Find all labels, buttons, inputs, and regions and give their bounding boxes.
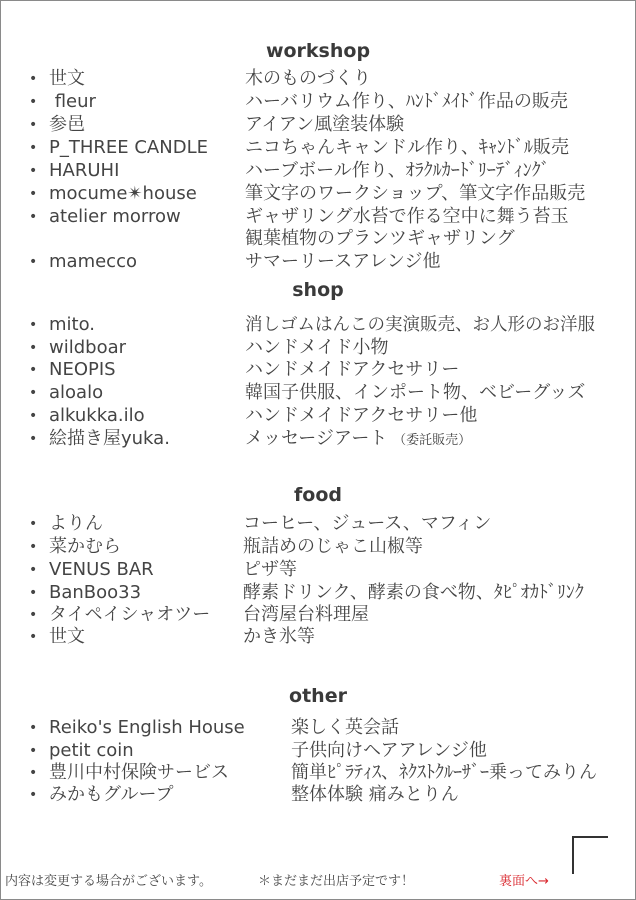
vendor-name: mocume✴house bbox=[49, 183, 197, 204]
vendor-description-text: メッセージアート bbox=[245, 428, 388, 449]
list-item bbox=[0, 68, 636, 90]
bullet: • bbox=[29, 163, 38, 179]
vendor-description: アイアン風塗装体験 bbox=[245, 114, 405, 135]
list-item bbox=[0, 740, 636, 762]
vendor-description: ハーブボール作り、ｵﾗｸﾙｶｰﾄﾞﾘｰﾃﾞｨﾝｸﾞ bbox=[245, 160, 550, 181]
next-page-link[interactable]: 裏面へ→ bbox=[499, 874, 549, 889]
vendor-description: 酵素ドリンク、酵素の食べ物、ﾀﾋﾟｵｶﾄﾞﾘﾝｸ bbox=[243, 582, 584, 603]
bullet: • bbox=[29, 562, 38, 578]
list-item bbox=[0, 428, 636, 450]
vendor-name: P_THREE CANDLE bbox=[49, 137, 208, 158]
list-item bbox=[0, 405, 636, 427]
bullet: • bbox=[29, 140, 38, 156]
bullet: • bbox=[29, 720, 38, 736]
bullet: • bbox=[29, 607, 38, 623]
vendor-description: 消しゴムはんこの実演販売、お人形のお洋服 bbox=[245, 315, 595, 335]
list-item bbox=[0, 137, 636, 159]
vendor-description: コーヒー、ジュース、マフィン bbox=[243, 513, 492, 534]
vendor-name: NEOPIS bbox=[49, 359, 116, 380]
vendor-description: かき氷等 bbox=[243, 626, 315, 647]
vendor-name: 世文 bbox=[49, 626, 85, 647]
list-item bbox=[0, 160, 636, 182]
vendor-description: 筆文字のワークショップ、筆文字作品販売 bbox=[245, 183, 586, 204]
section-title-other: other bbox=[289, 685, 347, 707]
bullet: • bbox=[29, 385, 38, 401]
bullet: • bbox=[29, 209, 38, 225]
vendor-description: 瓶詰めのじゃこ山椒等 bbox=[243, 536, 423, 557]
list-item bbox=[0, 513, 636, 535]
vendor-name: petit coin bbox=[49, 740, 134, 761]
vendor-name: 菜かむら bbox=[49, 536, 121, 557]
list-item bbox=[0, 382, 636, 404]
consignment-note: （委託販売） bbox=[393, 433, 472, 448]
footer-more-vendors: ＊まだまだ出店予定です！ bbox=[258, 874, 415, 889]
vendor-name: 豊川中村保険サービス bbox=[49, 762, 229, 783]
bullet: • bbox=[29, 317, 38, 333]
vendor-description: 子供向けヘアアレンジ他 bbox=[291, 740, 487, 761]
vendor-name: fleur bbox=[49, 91, 96, 112]
bullet: • bbox=[29, 408, 38, 424]
list-item bbox=[0, 337, 636, 359]
vendor-name: 世文 bbox=[49, 68, 85, 89]
list-item bbox=[0, 626, 636, 648]
bullet: • bbox=[29, 629, 38, 645]
vendor-name: mito. bbox=[49, 314, 96, 335]
vendor-description: 整体体験 痛みとりん bbox=[291, 784, 459, 805]
vendor-description-continued: 観葉植物のプランツギャザリング bbox=[245, 228, 515, 249]
vendor-description: 韓国子供服、インポート物、ベビーグッズ bbox=[245, 382, 586, 403]
vendor-name: よりん bbox=[49, 513, 103, 534]
vendor-description: ギャザリング水苔で作る空中に舞う苔玉 bbox=[245, 206, 569, 227]
vendor-description: ハンドメイドアクセサリー bbox=[245, 359, 460, 380]
list-item bbox=[0, 314, 636, 336]
bullet: • bbox=[29, 585, 38, 601]
vendor-name: 絵描き屋yuka. bbox=[49, 428, 170, 449]
list-item bbox=[0, 762, 636, 784]
list-item bbox=[0, 536, 636, 558]
vendor-name: 参邑 bbox=[49, 114, 85, 135]
list-item bbox=[0, 114, 636, 136]
vendor-name: BanBoo33 bbox=[49, 582, 142, 603]
bullet: • bbox=[29, 362, 38, 378]
vendor-name: HARUHI bbox=[49, 160, 120, 181]
vendor-description: サマーリースアレンジ他 bbox=[245, 251, 441, 272]
bullet: • bbox=[29, 516, 38, 532]
corner-crop-mark bbox=[572, 836, 608, 874]
vendor-name: タイペイシャオツー bbox=[49, 604, 211, 625]
section-title-food: food bbox=[294, 484, 342, 506]
section-title-workshop: workshop bbox=[265, 40, 371, 62]
vendor-description: 簡単ﾋﾟﾗﾃｨｽ、ﾈｸｽﾄｸﾙｰｻﾞｰ乗ってみりん bbox=[291, 762, 597, 783]
footer-notice: 内容は変更する場合がございます。 bbox=[5, 874, 212, 889]
list-item bbox=[0, 359, 636, 381]
vendor-name: wildboar bbox=[49, 337, 127, 358]
list-item bbox=[0, 183, 636, 205]
list-item bbox=[0, 604, 636, 626]
list-item bbox=[0, 717, 636, 739]
vendor-description: ハーバリウム作り、ﾊﾝﾄﾞﾒｲﾄﾞ作品の販売 bbox=[245, 91, 568, 112]
bullet: • bbox=[29, 117, 38, 133]
vendor-name: aloalo bbox=[49, 382, 104, 403]
list-item bbox=[0, 251, 636, 273]
section-title-shop: shop bbox=[292, 279, 344, 301]
vendor-name: atelier morrow bbox=[49, 206, 181, 227]
bullet: • bbox=[29, 765, 38, 781]
list-item bbox=[0, 559, 636, 581]
bullet: • bbox=[29, 539, 38, 555]
vendor-description: 台湾屋台料理屋 bbox=[243, 604, 369, 625]
vendor-name: Reiko's English House bbox=[49, 717, 245, 738]
vendor-name: mamecco bbox=[49, 251, 137, 272]
vendor-description: ハンドメイドアクセサリー他 bbox=[245, 405, 478, 426]
bullet: • bbox=[29, 94, 38, 110]
bullet: • bbox=[29, 743, 38, 759]
list-item bbox=[0, 91, 636, 113]
list-item bbox=[0, 206, 636, 228]
bullet: • bbox=[29, 787, 38, 803]
vendor-description: 楽しく英会話 bbox=[291, 717, 399, 738]
vendor-name: VENUS BAR bbox=[49, 559, 154, 580]
list-item bbox=[0, 582, 636, 604]
vendor-description: 木のものづくり bbox=[245, 68, 371, 89]
vendor-name: alkukka.ilo bbox=[49, 405, 145, 426]
bullet: • bbox=[29, 254, 38, 270]
vendor-description bbox=[245, 428, 471, 452]
bullet: • bbox=[29, 431, 38, 447]
vendor-description: ピザ等 bbox=[243, 559, 297, 580]
bullet: • bbox=[29, 340, 38, 356]
vendor-description: ハンドメイド小物 bbox=[245, 337, 389, 358]
bullet: • bbox=[29, 71, 38, 87]
list-item bbox=[0, 784, 636, 806]
vendor-name: みかもグループ bbox=[49, 784, 174, 805]
bullet: • bbox=[29, 186, 38, 202]
vendor-description: ニコちゃんキャンドル作り、ｷｬﾝﾄﾞﾙ販売 bbox=[245, 137, 569, 158]
